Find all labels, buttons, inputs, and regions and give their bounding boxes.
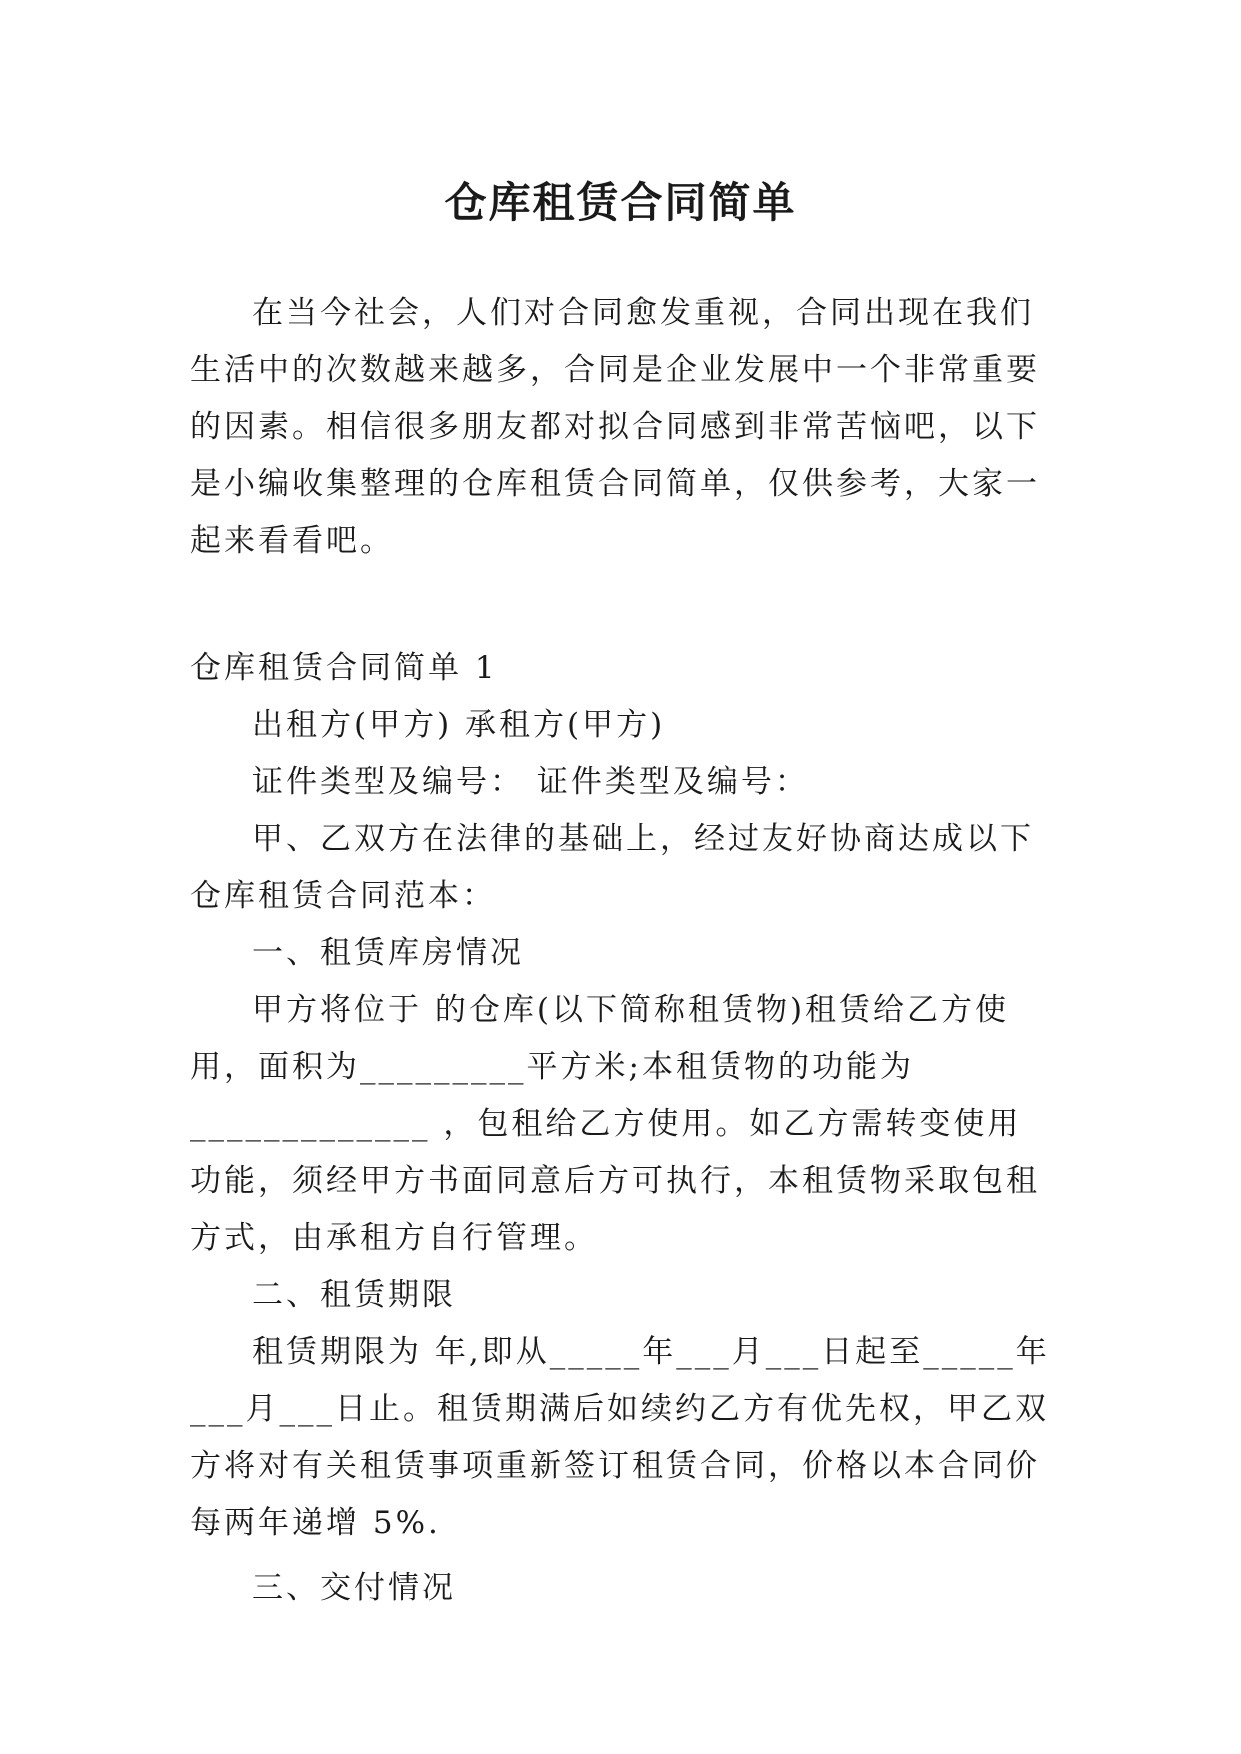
clause-1-heading: 一、租赁库房情况	[252, 935, 524, 971]
agreement-preamble: 甲、乙双方在法律的基础上，经过友好协商达成以下仓库租赁合同范本：	[190, 821, 1034, 914]
intro-paragraph: 在当今社会，人们对合同愈发重视，合同出现在我们生活中的次数越来越多，合同是企业发展中一个非常重要的因素。相信很多朋友都对拟合同感到非常苦恼吧，以下是小编收集整理的仓库租赁合同简单，仅供参考，大家一起来看看吧。	[190, 295, 1040, 559]
section-heading: 仓库租赁合同简单 1	[190, 650, 498, 686]
document-title: 仓库租赁合同简单	[444, 178, 797, 228]
clause-1-body: 甲方将位于 的仓库(以下简称租赁物)租赁给乙方使用，面积为_________平方米;本租赁物的功能为_____________ ，包租给乙方使用。如乙方需转变使用功能，须经甲方书面同意后方可执行，本租赁物采取包租方式，由承租方自行管理。	[190, 992, 1040, 1256]
clause-3-heading: 三、交付情况	[252, 1570, 456, 1606]
contract-body	[190, 640, 1050, 1617]
parties-line: 出租方(甲方) 承租方(甲方)	[252, 707, 666, 743]
clause-2-body: 租赁期限为 年,即从_____年___月___日起至_____年___月___日止。租赁期满后如续约乙方有优先权，甲乙双方将对有关租赁事项重新签订租赁合同，价格以本合同价每两年递增 5%.	[190, 1334, 1050, 1541]
id-type-line: 证件类型及编号： 证件类型及编号：	[252, 764, 809, 800]
clause-2-heading: 二、租赁期限	[252, 1277, 456, 1313]
